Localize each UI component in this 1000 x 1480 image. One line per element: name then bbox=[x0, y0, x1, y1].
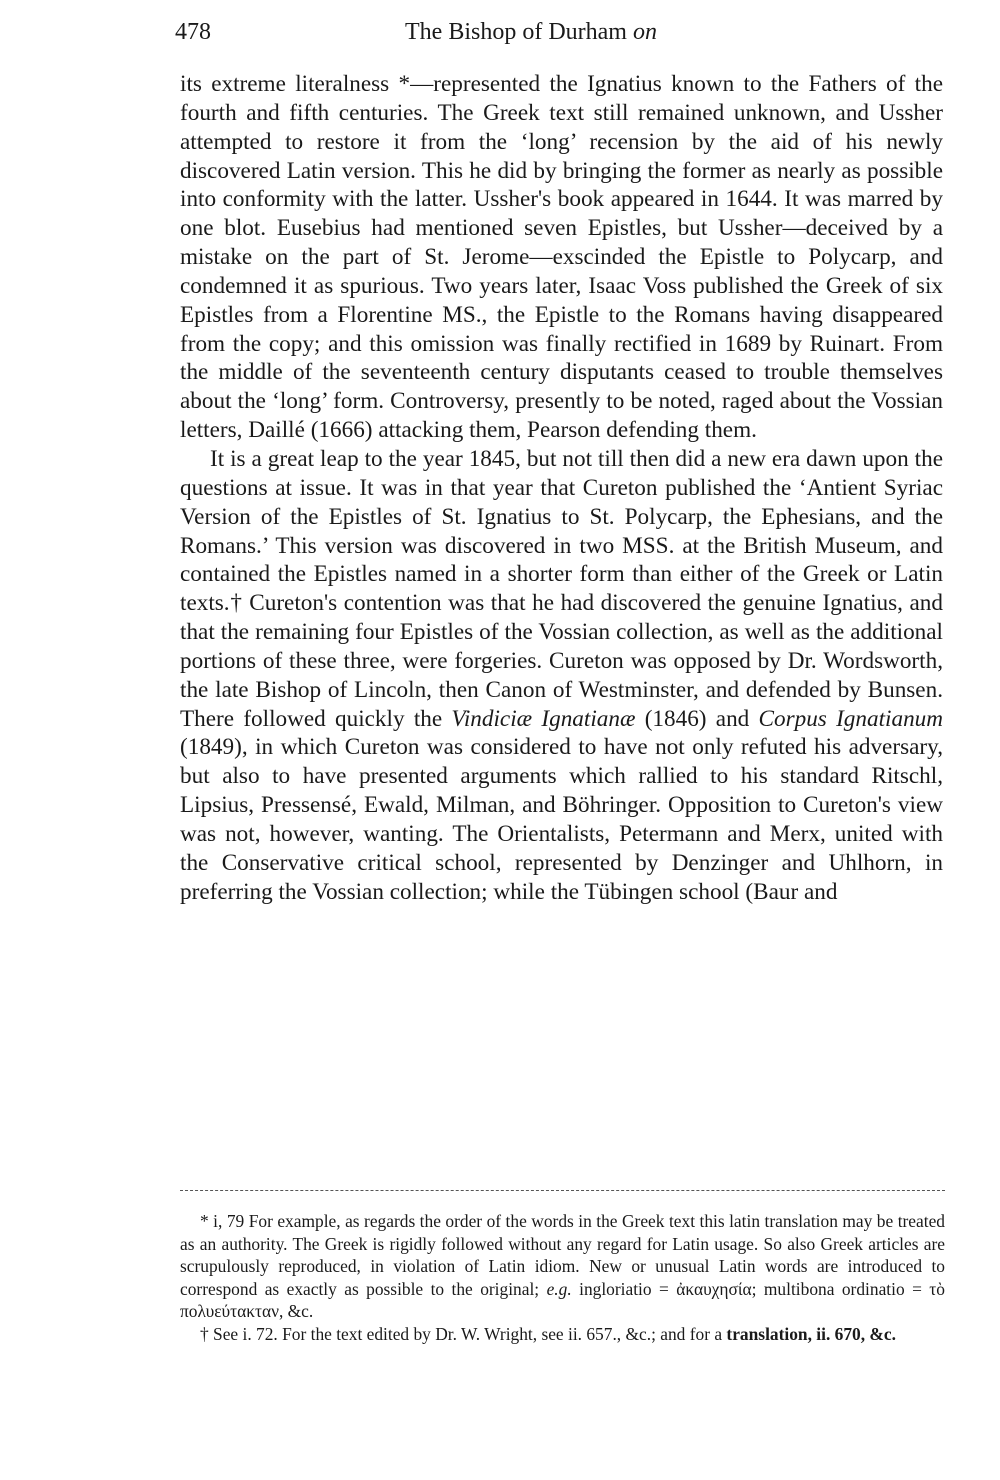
footnote-1-part-a: * i, 79 For example, as regards the order of the words in the Greek text this latin translation may be treated as an authority. The Greek is rigidly followed without any regard for Latin usage. So also Greek articles are scrupulously reproduced, in violation of Latin idiom. New or unusual Latin words are introduced to correspond as exactly as possible to the original; bbox=[180, 1211, 945, 1299]
footnote-1 bbox=[180, 1210, 945, 1323]
paragraph-2 bbox=[180, 445, 943, 907]
running-title-text: The Bishop of Durham bbox=[405, 19, 627, 45]
footnote-2 bbox=[180, 1323, 945, 1346]
footnote-2-part-a: † See i. 72. For the text edited by Dr. W. Wright, see ii. 657., &c.; and for a bbox=[200, 1323, 723, 1344]
footnote-1-part-b: ingloriatio = ἀκαυχησία; multibona ordinatio = τὸ πολυεύτακταν, &c. bbox=[180, 1278, 945, 1321]
title-vindiciae-ignatianae: Vindiciæ Ignatianæ bbox=[451, 705, 636, 732]
body-text bbox=[180, 70, 943, 906]
paragraph-2-part-b: (1846) and bbox=[644, 705, 750, 732]
page-number: 478 bbox=[175, 19, 211, 45]
running-head bbox=[175, 14, 945, 50]
footnotes bbox=[180, 1210, 945, 1345]
paragraph-1: its extreme literalness *—represented the Ignatius known to the Fathers of the fourth and fifth centuries. The Greek text still remained unknown, and Ussher attempted to restore it from the ‘long’ recension by the aid of his newly discovered Latin version. This he did by bringing the former as nearly as possible into conformity with the latter. Ussher's book appeared in 1644. It was marred by one blot. Eusebius had mentioned seven Epistles, but Ussher—deceived by a mistake on the part of St. Jerome—exscinded the Epistle to Polycarp, and condemned it as spurious. Two years later, Isaac Voss published the Greek of six Epistles from a Florentine MS., the Epistle to the Romans having disappeared from the copy; and this omission was finally rectified in 1689 by Ruinart. From the middle of the seventeenth century disputants ceased to trouble themselves about the ‘long’ form. Controversy, presently to be noted, raged about the Vossian letters, Daillé (1666) attacking them, Pearson defending them. bbox=[180, 71, 943, 444]
footnote-divider bbox=[180, 1190, 945, 1191]
paragraph-2-part-c: (1849), in which Cureton was considered to have not only refuted his adversary, but also to have presented arguments which rallied to his standard Ritschl, Lipsius, Pressensé, Ewald, Milman, and Böhringer. Opposition to Cureton's view was not, however, wanting. The Orientalists, Petermann and Merx, united with the Conservative critical school, represented by Denzinger and Uhlhorn, in preferring the Vossian collection; while the Tübingen school (Baur and bbox=[180, 734, 943, 905]
footnote-2-part-b: translation, ii. 670, &c. bbox=[726, 1323, 896, 1344]
running-title bbox=[405, 14, 657, 50]
footnote-1-eg: e.g. bbox=[546, 1278, 572, 1299]
paragraph-2-part-a: It is a great leap to the year 1845, but not till then did a new era dawn upon the questions at issue. It was in that year that Cureton published the ‘Antient Syriac Version of the Epistles of St. Ignatius to St. Polycarp, the Ephesians, and the Romans.’ This version was discovered in two MSS. at the British Museum, and contained the Epistles named in a shorter form than either of the Greek or Latin texts.† Cureton's contention was that he had discovered the genuine Ignatius, and that the remaining four Epistles of the Vossian collection, as well as the additional portions of these three, were forgeries. Cureton was opposed by Dr. Wordsworth, the late Bishop of Lincoln, then Canon of Westminster, and defended by Bunsen. There followed quickly the bbox=[180, 445, 943, 732]
running-title-italic: on bbox=[632, 19, 657, 45]
title-corpus-ignatianum: Corpus Ignatianum bbox=[758, 705, 943, 732]
